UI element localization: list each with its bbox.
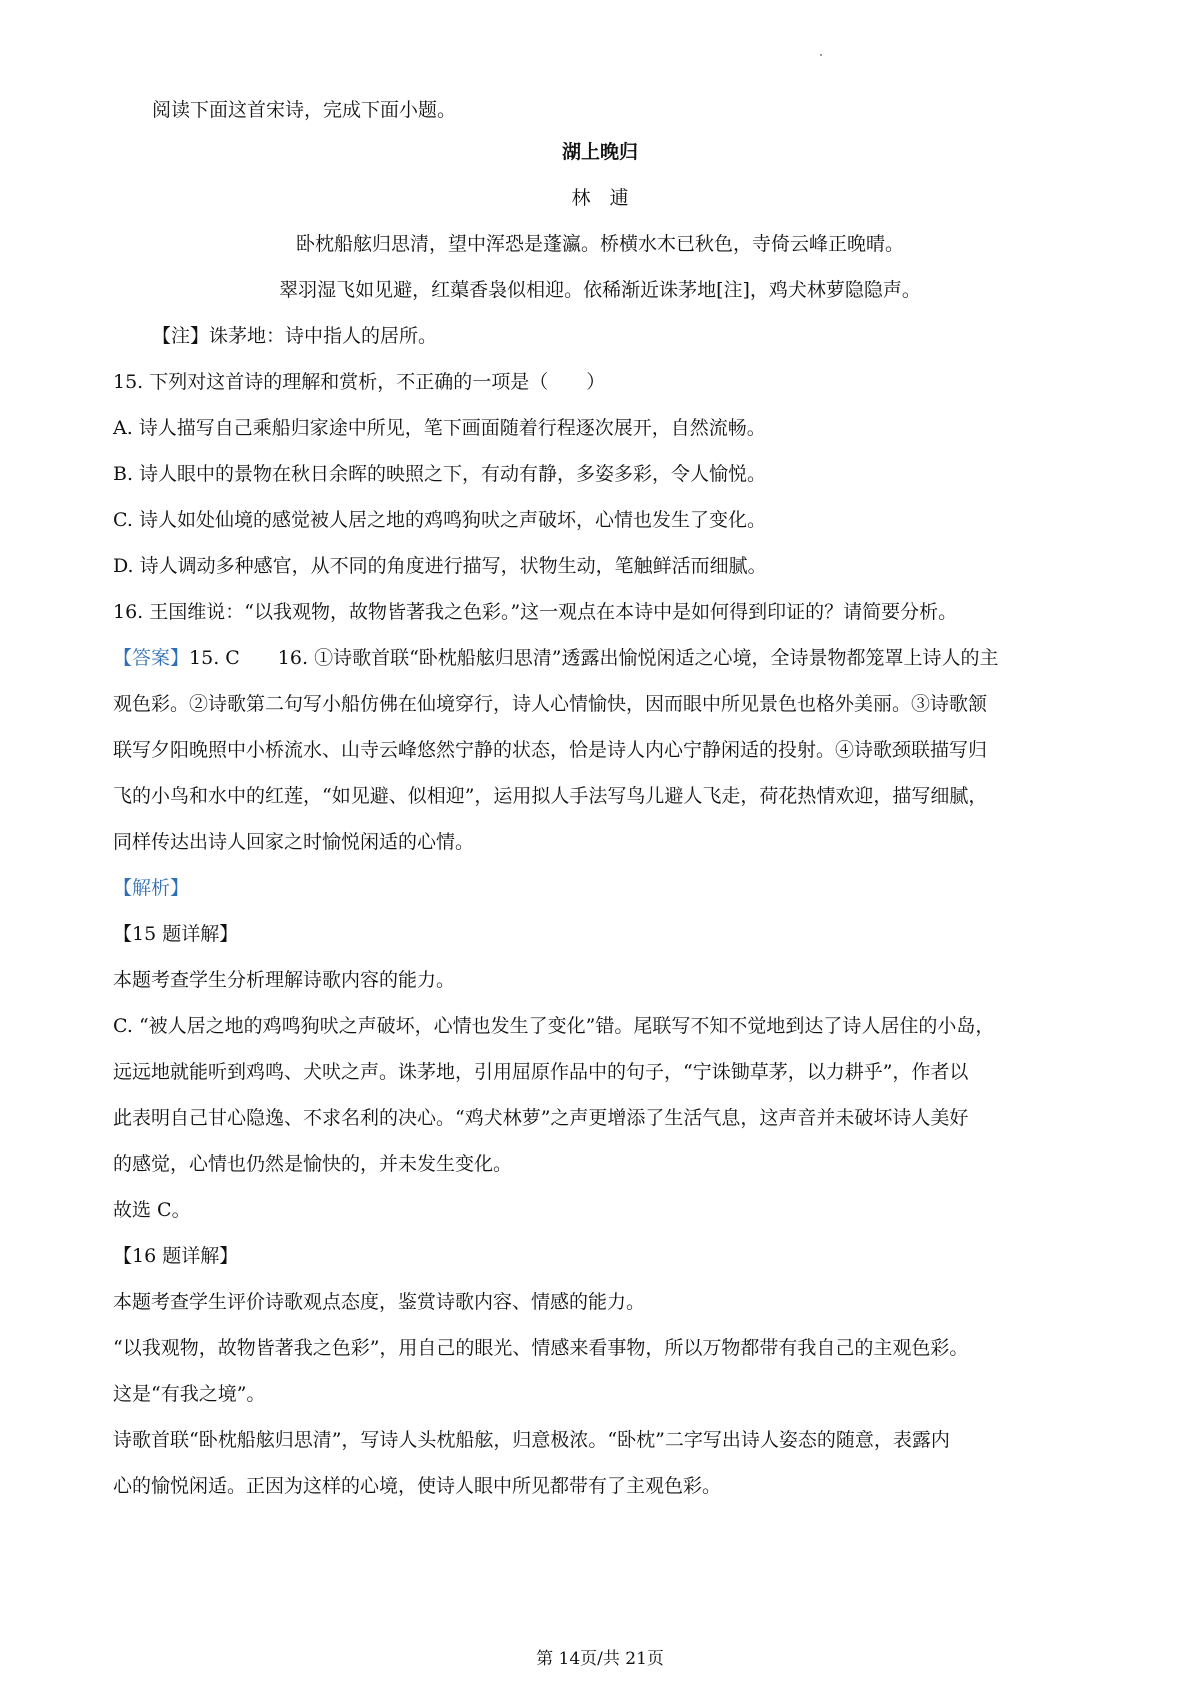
answer-line-1	[113, 645, 999, 671]
q16-detail-line-5: 心的愉悦闲适。正因为这样的心境，使诗人眼中所见都带有了主观色彩。	[113, 1475, 722, 1497]
q15-stem: 15. 下列对这首诗的理解和赏析，不正确的一项是（ ）	[113, 371, 606, 393]
q15-detail-line-6: 故选 C。	[113, 1199, 191, 1221]
poem-line-1: 卧枕船舷归思清，望中浑恐是蓬瀛。桥横水木已秋色，寺倚云峰正晚晴。	[295, 233, 904, 255]
q15-option-a: A. 诗人描写自己乘船归家途中所见，笔下画面随着行程逐次展开，自然流畅。	[113, 417, 766, 439]
q15-detail-line-3: 远远地就能听到鸡鸣、犬吠之声。诛茅地，引用屈原作品中的句子，“宁诛锄草茅，以力耕乎”，作者以	[113, 1061, 969, 1083]
q15-detail-line-4: 此表明自己甘心隐逸、不求名利的决心。“鸡犬林萝”之声更增添了生活气息，这声音并未破坏诗人美好	[113, 1107, 969, 1129]
page-speck	[820, 54, 822, 56]
poem-note: 【注】诛茅地：诗中指人的居所。	[152, 325, 438, 347]
q15-detail-heading: 【15 题详解】	[113, 923, 239, 945]
q16-detail-heading: 【16 题详解】	[113, 1245, 239, 1267]
poem-title: 湖上晚归	[561, 141, 638, 163]
poem-author: 林 逋	[571, 187, 629, 209]
q15-option-b: B. 诗人眼中的景物在秋日余晖的映照之下，有动有静，多姿多彩，令人愉悦。	[113, 463, 767, 485]
q16-detail-line-3: 这是“有我之境”。	[113, 1383, 266, 1405]
page-footer: 第 14页/共 21页	[536, 1649, 664, 1669]
q16-stem: 16. 王国维说：“以我观物，故物皆著我之色彩。”这一观点在本诗中是如何得到印证的？请简要分析。	[113, 601, 958, 623]
q16-detail-line-4: 诗歌首联“卧枕船舷归思清”，写诗人头枕船舷，归意极浓。“卧枕”二字写出诗人姿态的随意，表露内	[113, 1429, 950, 1451]
answer-line-4: 飞的小鸟和水中的红莲，“如见避、似相迎”，运用拟人手法写鸟儿避人飞走，荷花热情欢迎，描写细腻，	[113, 785, 988, 807]
q16-detail-line-2: “以我观物，故物皆著我之色彩”，用自己的眼光、情感来看事物，所以万物都带有我自己的主观色彩。	[113, 1337, 969, 1359]
q16-detail-line-1: 本题考查学生评价诗歌观点态度，鉴赏诗歌内容、情感的能力。	[113, 1291, 646, 1313]
answer-text: 15. C 16. ①诗歌首联“卧枕船舷归思清”透露出愉悦闲适之心境，全诗景物都笼罩上诗人的主	[189, 647, 999, 669]
answer-tag: 【答案】	[113, 647, 190, 669]
q15-option-c: C. 诗人如处仙境的感觉被人居之地的鸡鸣狗吠之声破坏，心情也发生了变化。	[113, 509, 766, 531]
q15-detail-line-2: C. “被人居之地的鸡鸣狗吠之声破坏，心情也发生了变化”错。尾联写不知不觉地到达了诗人居住的小岛，	[113, 1015, 995, 1037]
poem-line-2: 翠羽湿飞如见避，红蕖香袅似相迎。依稀渐近诛茅地[注]，鸡犬林萝隐隐声。	[279, 279, 921, 301]
answer-line-5: 同样传达出诗人回家之时愉悦闲适的心情。	[113, 831, 475, 853]
intro-text: 阅读下面这首宋诗，完成下面小题。	[152, 99, 457, 121]
analysis-tag: 【解析】	[113, 877, 190, 899]
q15-option-d: D. 诗人调动多种感官，从不同的角度进行描写，状物生动，笔触鲜活而细腻。	[113, 555, 767, 577]
q15-detail-line-5: 的感觉，心情也仍然是愉快的，并未发生变化。	[113, 1153, 513, 1175]
answer-line-3: 联写夕阳晚照中小桥流水、山寺云峰悠然宁静的状态，恰是诗人内心宁静闲适的投射。④诗歌颈联描写归	[113, 739, 988, 761]
answer-line-2: 观色彩。②诗歌第二句写小船仿佛在仙境穿行，诗人心情愉快，因而眼中所见景色也格外美丽。③诗歌颔	[113, 693, 988, 715]
q15-detail-line-1: 本题考查学生分析理解诗歌内容的能力。	[113, 969, 456, 991]
